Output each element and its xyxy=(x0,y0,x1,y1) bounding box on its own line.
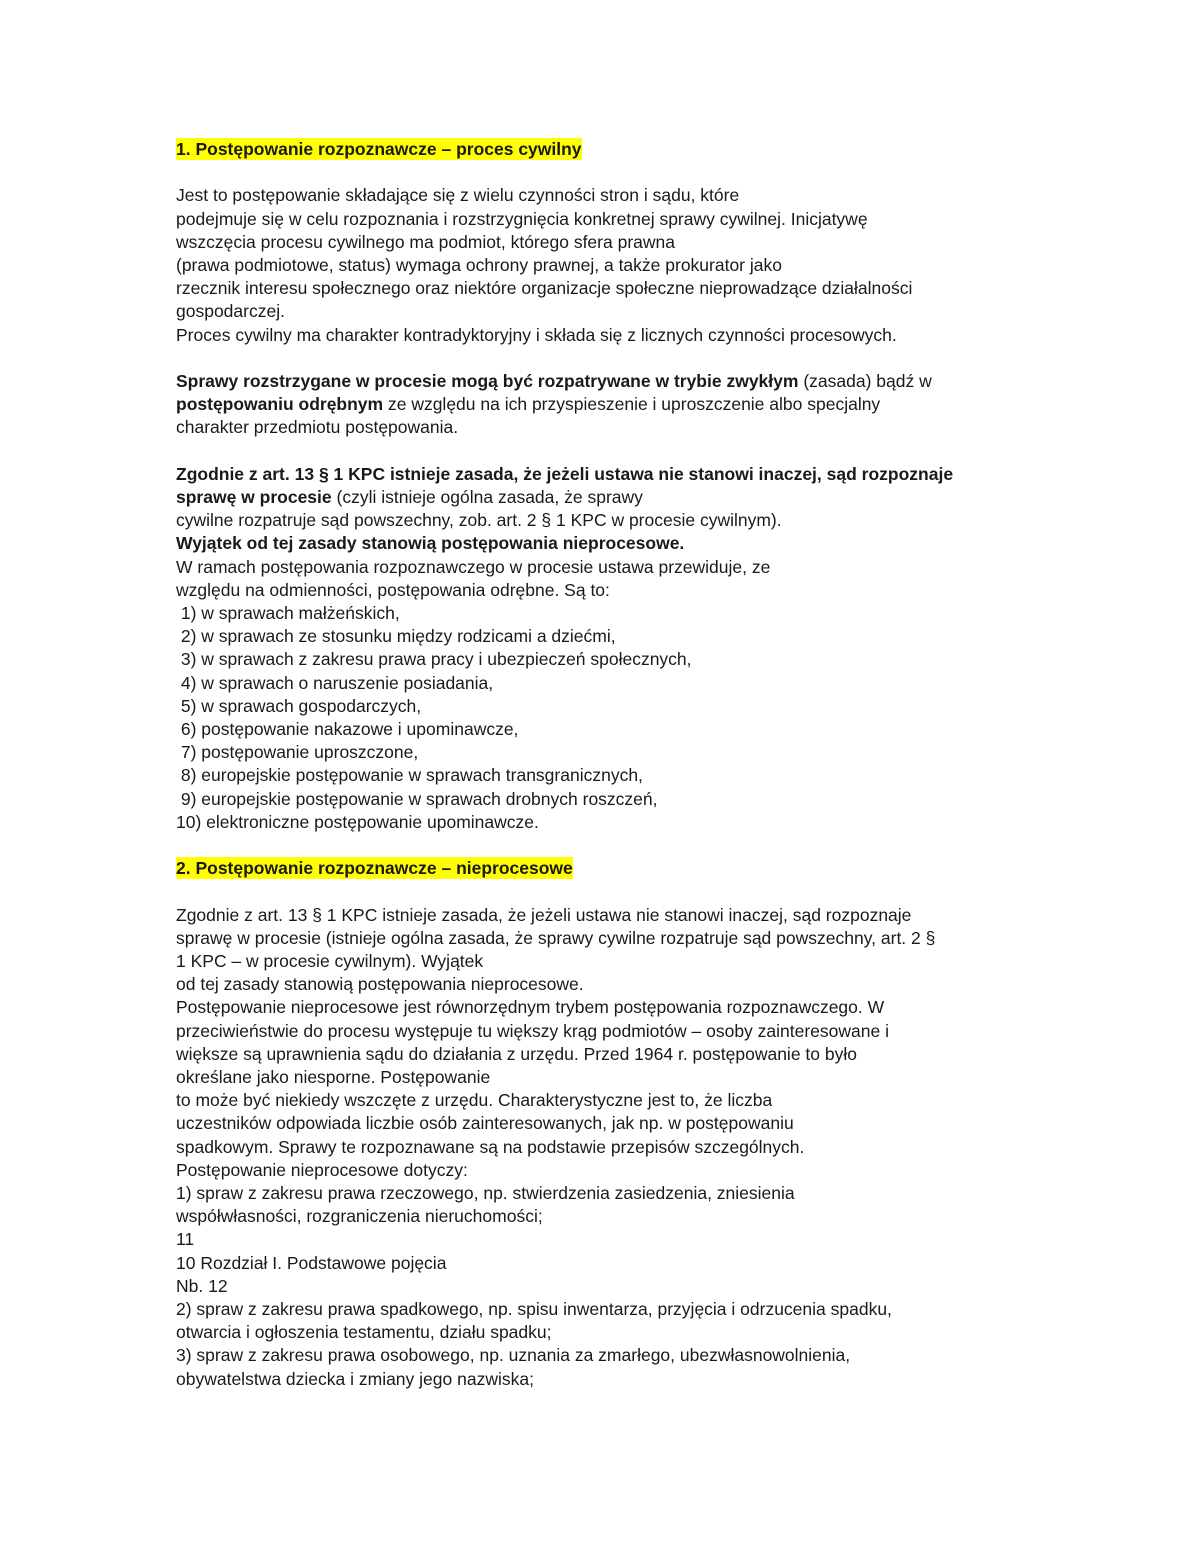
spacer xyxy=(176,440,1036,463)
list-item: 10) elektroniczne postępowanie upominawcze. xyxy=(176,811,539,832)
paragraph-line: od tej zasady stanowią postępowania nieprocesowe. xyxy=(176,974,584,995)
spacer xyxy=(176,834,1036,857)
plain-text: (zasada) bądź w xyxy=(798,371,932,391)
paragraph-line: 1) spraw z zakresu prawa rzeczowego, np. stwierdzenia zasiedzenia, zniesienia xyxy=(176,1183,795,1204)
paragraph-line: wszczęcia procesu cywilnego ma podmiot, którego sfera prawna xyxy=(176,231,675,252)
paragraph-line: Proces cywilny ma charakter kontradyktoryjny i składa się z licznych czynności procesowych. xyxy=(176,324,897,345)
paragraph-line xyxy=(176,393,1036,416)
list-item: 6) postępowanie nakazowe i upominawcze, xyxy=(176,719,519,740)
paragraph-line: Wyjątek od tej zasady stanowią postępowania nieprocesowe. xyxy=(176,533,685,554)
paragraph-line xyxy=(176,370,1036,393)
paragraph-line: charakter przedmiotu postępowania. xyxy=(176,417,459,438)
page-number: 11 xyxy=(176,1229,195,1250)
paragraph-line: współwłasności, rozgraniczenia nieruchomości; xyxy=(176,1206,543,1227)
list-item: 4) w sprawach o naruszenie posiadania, xyxy=(176,672,494,693)
paragraph-line: Postępowanie nieprocesowe dotyczy: xyxy=(176,1159,468,1180)
paragraph-line: 1 KPC – w procesie cywilnym). Wyjątek xyxy=(176,951,484,972)
paragraph-line: Jest to postępowanie składające się z wielu czynności stron i sądu, które xyxy=(176,185,740,206)
paragraph-line: obywatelstwa dziecka i zmiany jego nazwiska; xyxy=(176,1368,534,1389)
paragraph-line: W ramach postępowania rozpoznawczego w procesie ustawa przewiduje, ze xyxy=(176,556,771,577)
plain-text: ze względu na ich przyspieszenie i uproszczenie albo specjalny xyxy=(383,394,881,415)
bold-text: sprawę w procesie xyxy=(176,487,332,507)
section-1-heading-line xyxy=(176,138,1036,161)
paragraph-line: podejmuje się w celu rozpoznania i rozstrzygnięcia konkretnej sprawy cywilnej. Inicjatywę xyxy=(176,208,868,229)
paragraph-line: Zgodnie z art. 13 § 1 KPC istnieje zasada, że jeżeli ustawa nie stanowi inaczej, sąd rozpoznaje xyxy=(176,904,912,925)
bold-text: Sprawy rozstrzygane w procesie mogą być rozpatrywane w trybie zwykłym xyxy=(176,371,799,391)
paragraph-line: uczestników odpowiada liczbie osób zainteresowanych, jak np. w postępowaniu xyxy=(176,1113,794,1134)
list-item: 9) europejskie postępowanie w sprawach drobnych roszczeń, xyxy=(176,788,658,809)
paragraph-line: to może być niekiedy wszczęte z urzędu. Charakterystyczne jest to, że liczba xyxy=(176,1090,773,1111)
list-item: 2) w sprawach ze stosunku między rodzicami a dziećmi, xyxy=(176,626,616,647)
paragraph-line: sprawę w procesie (istnieje ogólna zasada, że sprawy cywilne rozpatruje sąd powszechny, art. 2 § xyxy=(176,927,936,948)
spacer xyxy=(176,161,1036,184)
list-item: 8) europejskie postępowanie w sprawach transgranicznych, xyxy=(176,765,643,786)
list-item: 3) w sprawach z zakresu prawa pracy i ubezpieczeń społecznych, xyxy=(176,649,692,670)
paragraph-line: względu na odmienności, postępowania odrębne. Są to: xyxy=(176,579,610,600)
list-item: 5) w sprawach gospodarczych, xyxy=(176,695,422,716)
running-header: 10 Rozdział I. Podstawowe pojęcia xyxy=(176,1252,447,1273)
bold-text: postępowaniu odrębnym xyxy=(176,394,384,415)
spacer xyxy=(176,880,1036,903)
document-page xyxy=(176,138,1036,1391)
paragraph-line: określane jako niesporne. Postępowanie xyxy=(176,1067,491,1088)
paragraph-line: spadkowym. Sprawy te rozpoznawane są na podstawie przepisów szczególnych. xyxy=(176,1136,805,1157)
spacer xyxy=(176,347,1036,370)
paragraph-line: Zgodnie z art. 13 § 1 KPC istnieje zasada, że jeżeli ustawa nie stanowi inaczej, sąd rozpoznaje xyxy=(176,463,954,484)
list-item: 7) postępowanie uproszczone, xyxy=(176,742,419,763)
paragraph-line: gospodarczej. xyxy=(176,301,285,322)
paragraph-line: większe są uprawnienia sądu do działania z urzędu. Przed 1964 r. postępowanie to było xyxy=(176,1043,857,1064)
paragraph-line: otwarcia i ogłoszenia testamentu, działu spadku; xyxy=(176,1322,552,1343)
margin-number: Nb. 12 xyxy=(176,1275,228,1296)
paragraph-line: przeciwieństwie do procesu występuje tu większy krąg podmiotów – osoby zainteresowane i xyxy=(176,1020,889,1041)
section-2-heading-line xyxy=(176,857,1036,880)
section-2-heading: 2. Postępowanie rozpoznawcze – nieprocesowe xyxy=(176,858,573,879)
paragraph-line: rzecznik interesu społecznego oraz niektóre organizacje społeczne nieprowadzące działalności xyxy=(176,278,913,299)
paragraph-line: 3) spraw z zakresu prawa osobowego, np. uznania za zmarłego, ubezwłasnowolnienia, xyxy=(176,1345,851,1366)
paragraph-line xyxy=(176,486,1036,509)
paragraph-line: cywilne rozpatruje sąd powszechny, zob. art. 2 § 1 KPC w procesie cywilnym). xyxy=(176,510,782,531)
list-item: 1) w sprawach małżeńskich, xyxy=(176,603,400,624)
section-1-heading: 1. Postępowanie rozpoznawcze – proces cywilny xyxy=(176,139,582,159)
plain-text: (czyli istnieje ogólna zasada, że sprawy xyxy=(331,487,643,507)
paragraph-line: Postępowanie nieprocesowe jest równorzędnym trybem postępowania rozpoznawczego. W xyxy=(176,997,885,1018)
paragraph-line: 2) spraw z zakresu prawa spadkowego, np. spisu inwentarza, przyjęcia i odrzucenia spadku, xyxy=(176,1299,892,1320)
paragraph-line: (prawa podmiotowe, status) wymaga ochrony prawnej, a także prokurator jako xyxy=(176,255,782,275)
